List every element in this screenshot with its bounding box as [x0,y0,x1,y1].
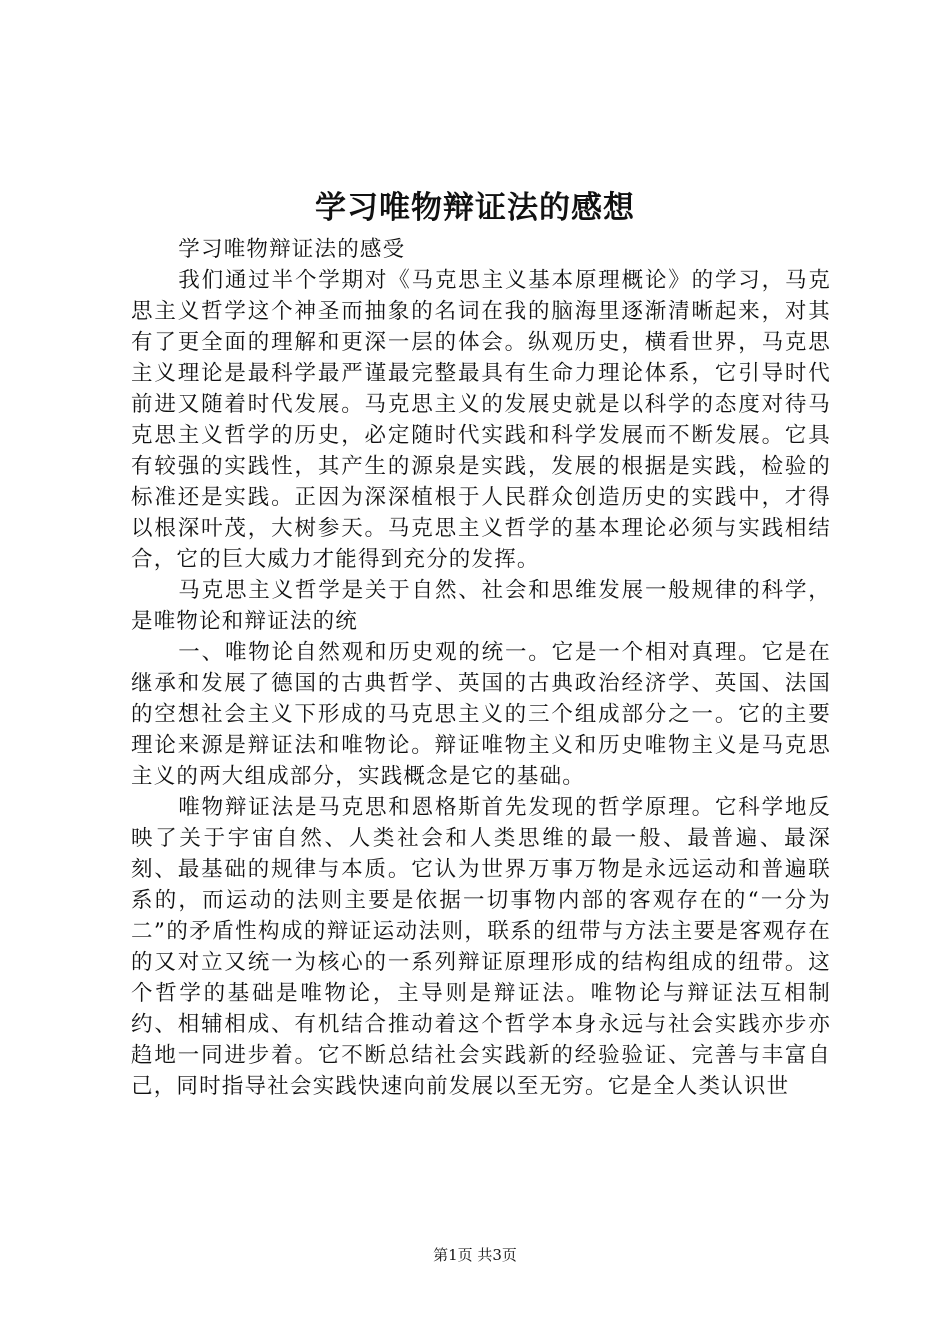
page-footer: 第1页 共3页 [433,1246,517,1264]
subtitle-paragraph: 学习唯物辩证法的感受 [178,237,406,262]
body-paragraph: 我们通过半个学期对《马克思主义基本原理概论》的学习，马克思主义哲学这个神圣而抽象的名词在我的脑海里逐渐清晰起来，对其有了更全面的理解和更深一层的体会。纵观历史，横看世界，马克思主义理论是最科学最严谨最完整最具有生命力理论体系，它引导时代前进又随着时代发展。马克思主义的发展史就是以科学的态度对待马克思主义哲学的历史，必定随时代实践和科学发展而不断发展。它具有较强的实践性，其产生的源泉是实践，发展的根据是实践，检验的标准还是实践。正因为深深植根于人民群众创造历史的实践中，才得以根深叶茂，大树参天。马克思主义哲学的基本理论必须与实践相结合，它的巨大威力才能得到充分的发挥。 [131,268,831,572]
body-paragraph: 一、唯物论自然观和历史观的统一。它是一个相对真理。它是在继承和发展了德国的古典哲学、英国的古典政治经济学、英国、法国的空想社会主义下形成的马克思主义的三个组成部分之一。它的主要理论来源是辩证法和唯物论。辩证唯物主义和历史唯物主义是马克思主义的两大组成部分，实践概念是它的基础。 [131,640,831,789]
document-body [131,234,831,1102]
body-paragraph: 马克思主义哲学是关于自然、社会和思维发展一般规律的科学，是唯物论和辩证法的统 [131,578,831,634]
body-paragraph: 唯物辩证法是马克思和恩格斯首先发现的哲学原理。它科学地反映了关于宇宙自然、人类社会和人类思维的最一般、最普遍、最深刻、最基础的规律与本质。它认为世界万事万物是永远运动和普遍联系的，而运动的法则主要是依据一切事物内部的客观存在的“一分为二”的矛盾性构成的辩证运动法则，联系的纽带与方法主要是客观存在的又对立又统一为核心的一系列辩证原理形成的结构组成的纽带。这个哲学的基础是唯物论，主导则是辩证法。唯物论与辩证法互相制约、相辅相成、有机结合推动着这个哲学本身永远与社会实践亦步亦趋地一同进步着。它不断总结社会实践新的经验验证、完善与丰富自己，同时指导社会实践快速向前发展以至无穷。它是全人类认识世 [131,795,831,1099]
page-title: 学习唯物辩证法的感想 [315,190,635,226]
